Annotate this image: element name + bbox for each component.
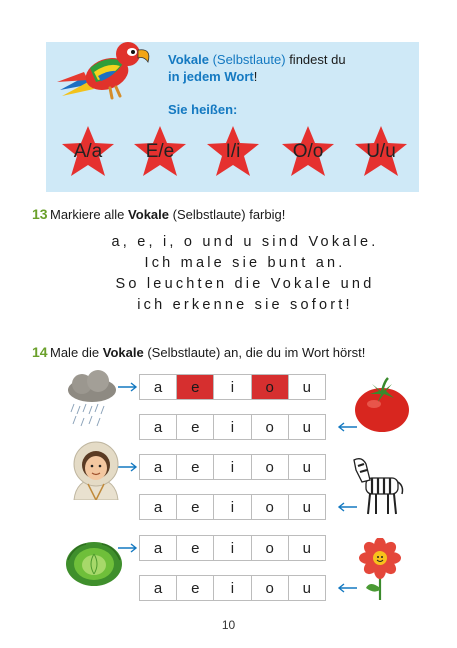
instruction-text: (Selbstlaute) farbig! (172, 207, 286, 222)
vowel-cell-a[interactable]: a (139, 575, 177, 601)
vowel-cell-o[interactable]: o (251, 374, 289, 400)
vowel-cell-u[interactable]: u (288, 575, 326, 601)
zebra-picture (348, 454, 408, 516)
vowel-row-zebra (139, 494, 330, 520)
instruction-text: Male die (50, 345, 100, 360)
vowel-cell-e[interactable]: e (176, 575, 214, 601)
poem-line-1 (90, 232, 400, 253)
vowel-poem (90, 232, 400, 316)
vowel-row-tomato (139, 414, 330, 440)
cabbage-picture (64, 534, 124, 590)
vowel-cell-a[interactable]: a (139, 494, 177, 520)
vowel-row-rain-cloud (139, 374, 330, 400)
rain-cloud-picture (66, 370, 118, 432)
parrot-illustration (52, 32, 160, 104)
poem-line-3: So leuchten die Vokale und (115, 276, 375, 292)
instruction-bold: Vokale (128, 207, 169, 222)
vowel-cell-u[interactable]: u (288, 414, 326, 440)
arrow-right-icon (117, 381, 139, 393)
vowel-cell-i[interactable]: i (213, 535, 251, 561)
vowel-cell-a[interactable]: a (139, 454, 177, 480)
page-number: 10 (221, 618, 236, 632)
vowel-star-o (280, 124, 336, 180)
vowel-cell-i[interactable]: i (213, 374, 251, 400)
info-text-line-2 (168, 69, 257, 85)
info-text-exclaim: ! (253, 69, 258, 84)
vowel-cell-e[interactable]: e (176, 374, 214, 400)
vowel-star-label: O/o (292, 141, 324, 162)
vowel-cell-o[interactable]: o (251, 414, 289, 440)
vowels-paren: (Selbstlaute) (212, 52, 286, 67)
vowel-star-label: E/e (145, 141, 175, 162)
vowel-cell-e[interactable]: e (176, 494, 214, 520)
task-14-number: 14 (32, 344, 48, 360)
tomato-picture (352, 376, 412, 434)
instruction-text: Markiere alle (50, 207, 125, 222)
vowel-cell-o[interactable]: o (251, 535, 289, 561)
vowel-cell-i[interactable]: i (213, 575, 251, 601)
poem-line-4: ich erkenne sie sofort! (137, 297, 353, 313)
vowel-cell-i[interactable]: i (213, 454, 251, 480)
vowel-cell-u[interactable]: u (288, 374, 326, 400)
vowel-cell-u[interactable]: u (288, 454, 326, 480)
vowel-cell-u[interactable]: u (288, 494, 326, 520)
vowel-list-heading: Sie heißen: (168, 102, 238, 117)
vowel-cell-a[interactable]: a (139, 414, 177, 440)
vowel-cell-e[interactable]: e (176, 454, 214, 480)
vowel-row-eskimo (139, 454, 330, 480)
vowel-star-label: U/u (366, 141, 396, 162)
marked-letter-a[interactable]: a (112, 232, 123, 253)
vowel-star-u (353, 124, 409, 180)
vowel-cell-o[interactable]: o (251, 575, 289, 601)
poem-line-2: Ich male sie bunt an. (144, 255, 346, 271)
vowel-cell-a[interactable]: a (139, 535, 177, 561)
vowel-cell-e[interactable]: e (176, 414, 214, 440)
vowel-row-cabbage (139, 535, 330, 561)
info-text-line-1 (168, 52, 346, 68)
task-13-number: 13 (32, 206, 48, 222)
vowel-cell-i[interactable]: i (213, 494, 251, 520)
eskimo-picture (68, 440, 124, 500)
vowel-cell-e[interactable]: e (176, 535, 214, 561)
instruction-bold: Vokale (102, 345, 144, 360)
info-text-rest: findest du (289, 52, 346, 67)
vowel-cell-i[interactable]: i (213, 414, 251, 440)
poem-text: , e, i, o und u sind Vokale. (122, 234, 379, 250)
vowel-row-flower (139, 575, 330, 601)
vowels-term: Vokale (168, 52, 209, 67)
task-14-instruction (50, 345, 365, 360)
in-every-word: in jedem Wort (168, 69, 254, 84)
vowel-cell-a[interactable]: a (139, 374, 177, 400)
vowel-cell-u[interactable]: u (288, 535, 326, 561)
instruction-text: (Selbstlaute) an, die du im Wort hörst! (147, 345, 366, 360)
flower-picture (352, 538, 408, 600)
vowel-star-e (132, 124, 188, 180)
vowel-star-label: A/a (73, 141, 103, 162)
vowel-cell-o[interactable]: o (251, 494, 289, 520)
vowel-star-a (60, 124, 116, 180)
vowel-star-i (205, 124, 261, 180)
vowel-star-label: I/i (225, 141, 241, 162)
task-13-instruction (50, 207, 285, 222)
vowel-cell-o[interactable]: o (251, 454, 289, 480)
